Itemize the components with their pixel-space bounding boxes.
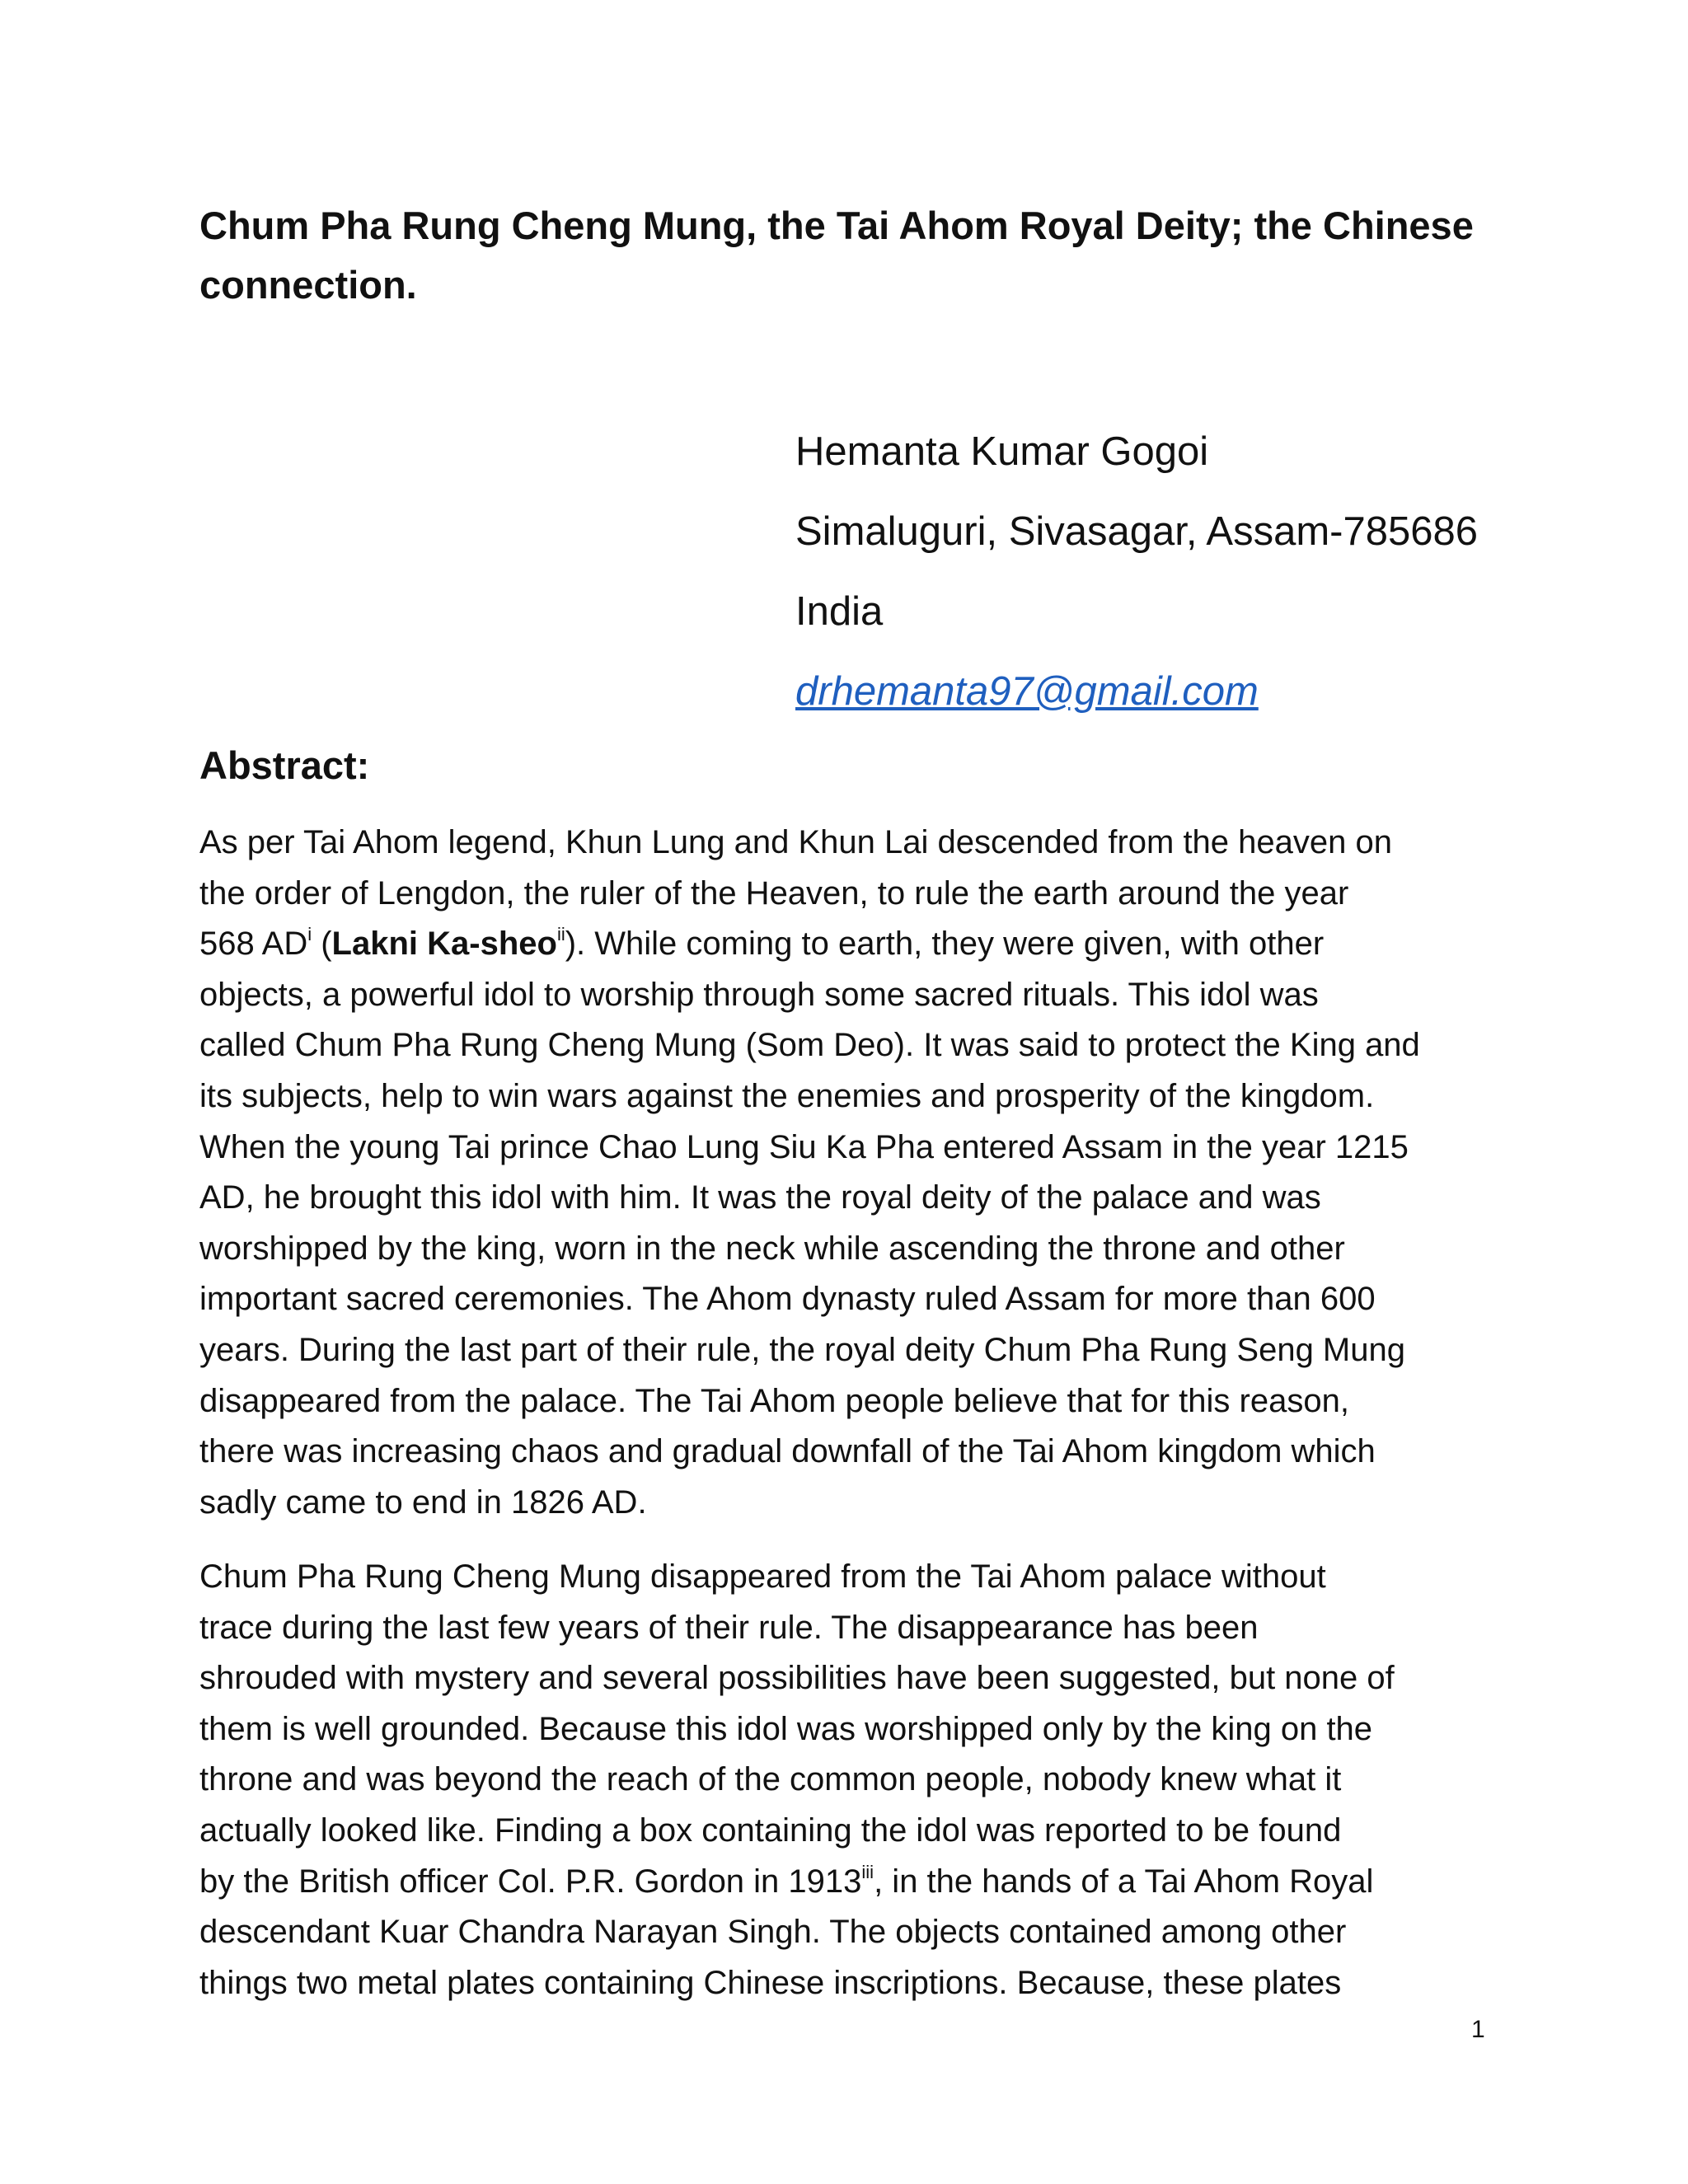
paragraph-line: years. During the last part of their rule, the royal deity Chum Pha Rung Seng Mung [199,1331,1405,1368]
endnote-marker-iii[interactable]: iii [861,1861,874,1882]
paragraph-line: trace during the last few years of their rule. The disappearance has been [199,1609,1259,1646]
author-country: India [795,589,884,634]
text-run: 568 AD [199,926,308,963]
paragraph-line: the order of Lengdon, the ruler of the Heaven, to rule the earth around the year [199,874,1349,912]
paragraph-line: sadly came to end in 1826 AD. [199,1483,647,1521]
paragraph-line [199,1857,1518,1908]
paragraph-line: things two metal plates containing Chinese inscriptions. Because, these plates [199,1964,1342,2001]
abstract-paragraph-1 [199,818,1518,1528]
author-address: Simaluguri, Sivasagar, Assam-785686 [795,509,1478,554]
paragraph-line: When the young Tai prince Chao Lung Siu Ka Pha entered Assam in the year 1215 [199,1128,1409,1165]
paragraph-line: descendant Kuar Chandra Narayan Singh. The objects contained among other [199,1914,1347,1951]
page-number: 1 [1471,2016,1485,2043]
title-line: connection. [199,263,417,307]
bold-term: Lakni Ka-sheo [331,926,557,963]
paragraph-line: there was increasing chaos and gradual downfall of the Tai Ahom kingdom which [199,1433,1376,1470]
text-run: , in the hands of a Tai Ahom Royal [874,1863,1374,1900]
paragraph-line: throne and was beyond the reach of the common people, nobody knew what it [199,1761,1342,1798]
text-run: by the British officer Col. P.R. Gordon in 1913 [199,1863,862,1900]
title-line: Chum Pha Rung Cheng Mung, the Tai Ahom Royal Deity; the Chinese [199,204,1474,247]
abstract-heading: Abstract: [199,743,370,787]
paragraph-line [199,919,1518,970]
paragraph-line: AD, he brought this idol with him. It was the royal deity of the palace and was [199,1179,1321,1216]
paragraph-line: them is well grounded. Because this idol was worshipped only by the king on the [199,1710,1373,1747]
text-run: ). While coming to earth, they were given, with other [565,926,1325,963]
paragraph-line: shrouded with mystery and several possibilities have been suggested, but none of [199,1660,1395,1697]
paragraph-line: called Chum Pha Rung Cheng Mung (Som Deo). It was said to protect the King and [199,1027,1420,1064]
paragraph-line: its subjects, help to win wars against the enemies and prosperity of the kingdom. [199,1077,1375,1114]
endnote-marker-ii[interactable]: ii [556,924,565,945]
abstract-paragraph-2 [199,1552,1518,2008]
author-email-link[interactable]: drhemanta97@gmail.com [795,669,1259,714]
text-run: ( [312,926,332,963]
paragraph-line: As per Tai Ahom legend, Khun Lung and Khun Lai descended from the heaven on [199,824,1392,860]
paragraph-line: objects, a powerful idol to worship through some sacred rituals. This idol was [199,976,1319,1013]
paragraph-line: disappeared from the palace. The Tai Ahom people believe that for this reason, [199,1382,1349,1419]
author-block [795,412,1537,732]
document-title [199,196,1518,315]
endnote-marker-i[interactable]: i [307,924,312,945]
paragraph-line: important sacred ceremonies. The Ahom dynasty ruled Assam for more than 600 [199,1281,1376,1318]
paragraph-line: Chum Pha Rung Cheng Mung disappeared from the Tai Ahom palace without [199,1558,1326,1595]
paragraph-line: actually looked like. Finding a box containing the idol was reported to be found [199,1811,1342,1849]
paragraph-line: worshipped by the king, worn in the neck while ascending the throne and other [199,1230,1345,1267]
author-name: Hemanta Kumar Gogoi [795,429,1209,474]
